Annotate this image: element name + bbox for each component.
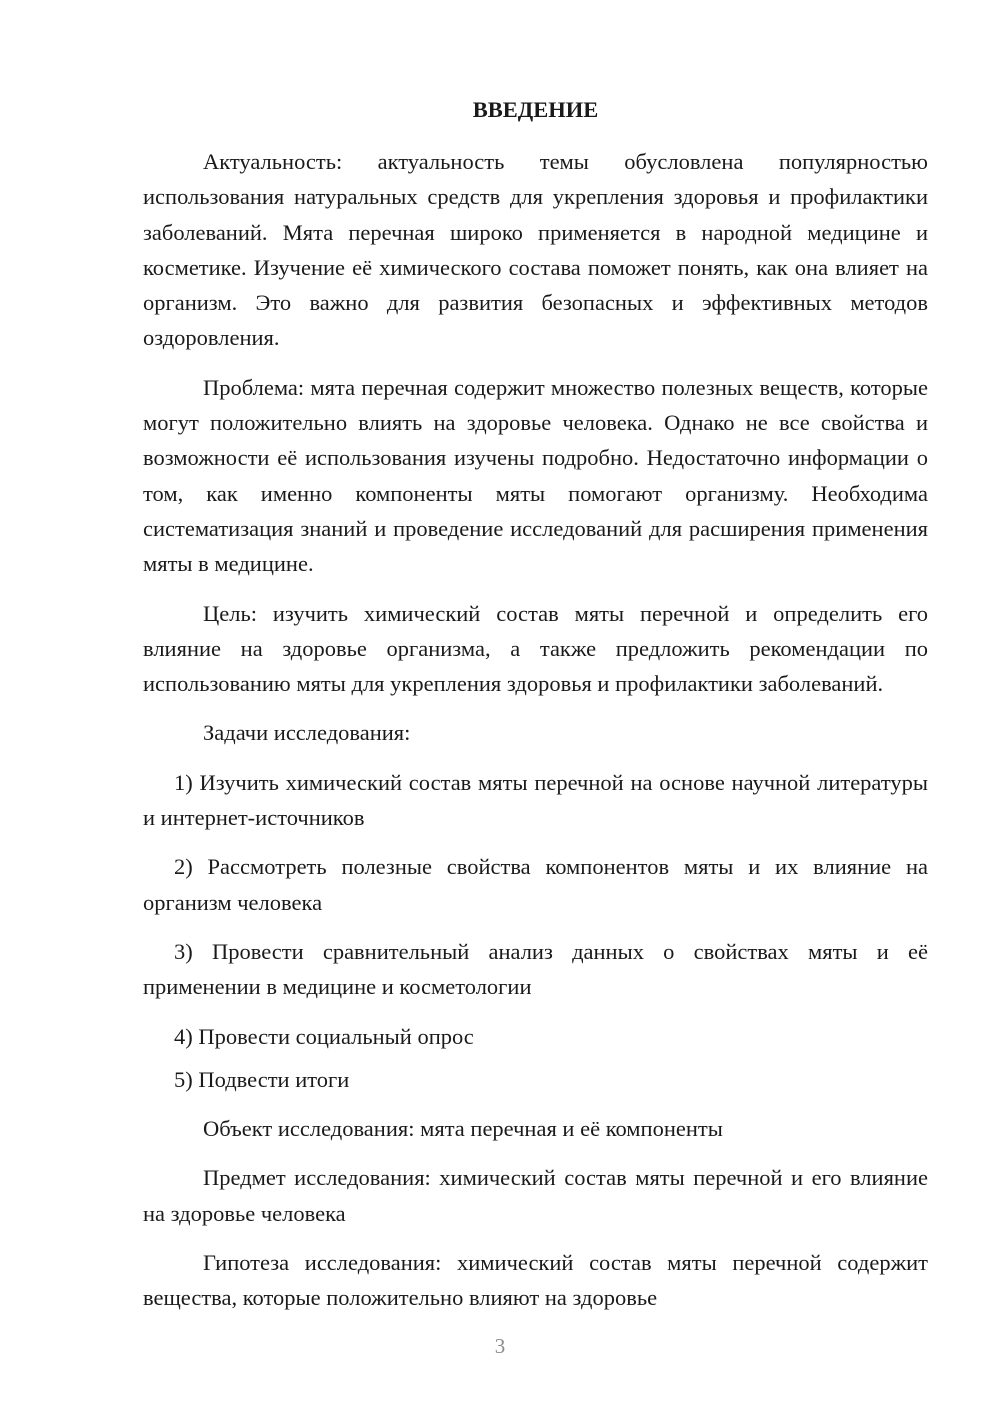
page-body <box>143 92 928 1330</box>
paragraph-subject: Предмет исследования: химический состав мяты перечной и его влияние на здоровье человека <box>143 1165 928 1226</box>
section-heading: ВВЕДЕНИЕ <box>472 97 599 122</box>
task-item-4: 4) Провести социальный опрос <box>174 1023 474 1049</box>
paragraph-relevance: Актуальность: актуальность темы обусловлена популярностью использования натуральных средств для укрепления здоровья и профилактики заболеваний. Мята перечная широко применяется в народной медицине и косметике. Изучение её химического состава поможет понять, как она влияет на организм. Это важно для развития безопасных и эффективных методов оздоровления. <box>143 149 928 351</box>
task-item-5: 5) Подвести итоги <box>174 1066 350 1092</box>
task-item-1: 1) Изучить химический состав мяты перечной на основе научной литературы и интернет-источников <box>143 769 928 831</box>
task-item-2: 2) Рассмотреть полезные свойства компонентов мяты и их влияние на организм человека <box>143 854 928 915</box>
paragraph-problem: Проблема: мята перечная содержит множество полезных веществ, которые могут положительно влиять на здоровье человека. Однако не все свойства и возможности её использования изучены подробно. Недостаточно информации о том, как именно компоненты мяты помогают организму. Необходима систематизация знаний и проведение исследований для расширения применения мяты в медицине. <box>143 374 928 577</box>
page-number: 3 <box>494 1334 506 1358</box>
task-item-3: 3) Провести сравнительный анализ данных о свойствах мяты и её применении в медицине и косметологии <box>143 938 928 1000</box>
paragraph-object: Объект исследования: мята перечная и её компоненты <box>203 1116 723 1142</box>
paragraph-hypothesis: Гипотеза исследования: химический состав мяты перечной содержит вещества, которые положительно влияют на здоровье <box>143 1250 928 1311</box>
paragraph-tasks-intro: Задачи исследования: <box>203 720 411 746</box>
paragraph-goal: Цель: изучить химический состав мяты перечной и определить его влияние на здоровье организма, а также предложить рекомендации по использованию мяты для укрепления здоровья и профилактики заболеваний. <box>143 600 928 697</box>
